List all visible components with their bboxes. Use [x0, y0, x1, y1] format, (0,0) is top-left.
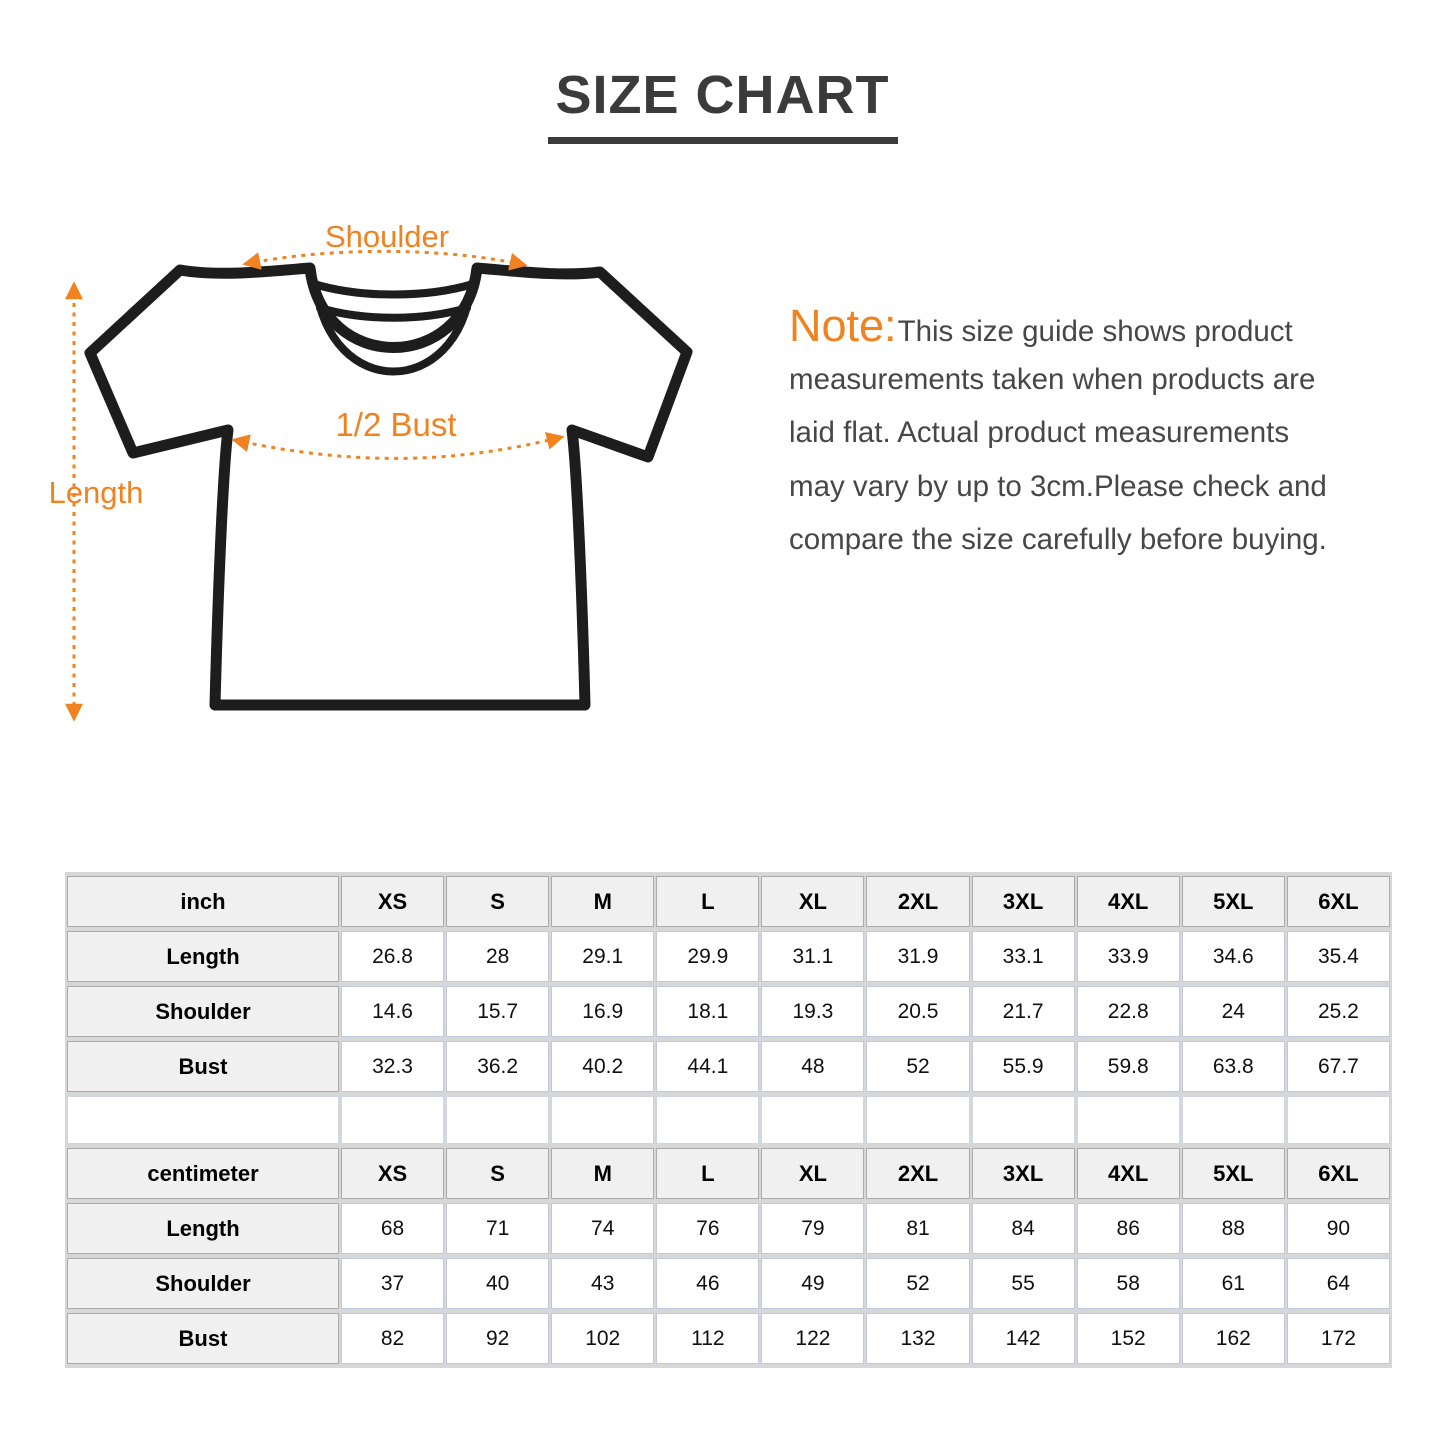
- tshirt-outline: [90, 268, 687, 705]
- value-cell: 49: [761, 1258, 864, 1309]
- spacer-cell: [551, 1096, 654, 1144]
- measurement-row: [67, 1041, 1390, 1092]
- tshirt-body-outline: [90, 268, 687, 705]
- value-cell: 68: [341, 1203, 444, 1254]
- size-header-cell: XS: [341, 1148, 444, 1199]
- note-line-2: measurements taken when products are: [789, 362, 1316, 396]
- collar-back-seam-top: [314, 284, 473, 295]
- value-cell: 84: [972, 1203, 1075, 1254]
- value-cell: 52: [866, 1258, 969, 1309]
- value-cell: 74: [551, 1203, 654, 1254]
- spacer-cell: [866, 1096, 969, 1144]
- value-cell: 29.1: [551, 931, 654, 982]
- page-title: [0, 64, 1445, 144]
- value-cell: 102: [551, 1313, 654, 1364]
- value-cell: 162: [1182, 1313, 1285, 1364]
- value-cell: 63.8: [1182, 1041, 1285, 1092]
- size-header-cell: M: [551, 876, 654, 927]
- size-header-cell: 2XL: [866, 1148, 969, 1199]
- size-header-cell: L: [656, 876, 759, 927]
- row-label-cell: Length: [67, 931, 339, 982]
- size-header-cell: 6XL: [1287, 1148, 1390, 1199]
- value-cell: 44.1: [656, 1041, 759, 1092]
- value-cell: 35.4: [1287, 931, 1390, 982]
- note-line-1: [789, 299, 1409, 353]
- value-cell: 29.9: [656, 931, 759, 982]
- value-cell: 32.3: [341, 1041, 444, 1092]
- size-header-cell: L: [656, 1148, 759, 1199]
- value-cell: 172: [1287, 1313, 1390, 1364]
- value-cell: 152: [1077, 1313, 1180, 1364]
- value-cell: 34.6: [1182, 931, 1285, 982]
- unit-header-cell: centimeter: [67, 1148, 339, 1199]
- measurement-row: [67, 1258, 1390, 1309]
- size-header-cell: XL: [761, 1148, 864, 1199]
- value-cell: 21.7: [972, 986, 1075, 1037]
- size-header-cell: 2XL: [866, 876, 969, 927]
- size-header-cell: XS: [341, 876, 444, 927]
- size-header-cell: 5XL: [1182, 1148, 1285, 1199]
- value-cell: 46: [656, 1258, 759, 1309]
- size-header-cell: S: [446, 1148, 549, 1199]
- row-label-cell: Bust: [67, 1041, 339, 1092]
- value-cell: 28: [446, 931, 549, 982]
- size-header-cell: 5XL: [1182, 876, 1285, 927]
- value-cell: 122: [761, 1313, 864, 1364]
- spacer-cell: [1182, 1096, 1285, 1144]
- note-line-5: compare the size carefully before buying.: [789, 523, 1327, 556]
- spacer-cell: [341, 1096, 444, 1144]
- value-cell: 88: [1182, 1203, 1285, 1254]
- value-cell: 37: [341, 1258, 444, 1309]
- size-header-cell: S: [446, 876, 549, 927]
- value-cell: 40: [446, 1258, 549, 1309]
- value-cell: 43: [551, 1258, 654, 1309]
- value-cell: 81: [866, 1203, 969, 1254]
- value-cell: 55: [972, 1258, 1075, 1309]
- value-cell: 24: [1182, 986, 1285, 1037]
- value-cell: 48: [761, 1041, 864, 1092]
- value-cell: 36.2: [446, 1041, 549, 1092]
- value-cell: 59.8: [1077, 1041, 1180, 1092]
- measurement-row: [67, 931, 1390, 982]
- value-cell: 92: [446, 1313, 549, 1364]
- note-block: [789, 299, 1409, 567]
- value-cell: 14.6: [341, 986, 444, 1037]
- value-cell: 33.1: [972, 931, 1075, 982]
- measurement-row: [67, 1313, 1390, 1364]
- value-cell: 31.9: [866, 931, 969, 982]
- value-cell: 15.7: [446, 986, 549, 1037]
- note-line-4: may vary by up to 3cm.Please check and: [789, 469, 1327, 503]
- value-cell: 64: [1287, 1258, 1390, 1309]
- value-cell: 112: [656, 1313, 759, 1364]
- value-cell: 25.2: [1287, 986, 1390, 1037]
- size-header-cell: XL: [761, 876, 864, 927]
- value-cell: 22.8: [1077, 986, 1180, 1037]
- tshirt-diagram: [30, 200, 720, 745]
- value-cell: 142: [972, 1313, 1075, 1364]
- value-cell: 33.9: [1077, 931, 1180, 982]
- size-header-cell: M: [551, 1148, 654, 1199]
- value-cell: 58: [1077, 1258, 1180, 1309]
- size-table: [65, 872, 1392, 1368]
- value-cell: 55.9: [972, 1041, 1075, 1092]
- value-cell: 61: [1182, 1258, 1285, 1309]
- measurement-row: [67, 986, 1390, 1037]
- size-header-cell: 4XL: [1077, 876, 1180, 927]
- note-line-3: laid flat. Actual product measurements: [789, 416, 1290, 449]
- spacer-cell: [1077, 1096, 1180, 1144]
- shoulder-label: Shoulder: [324, 219, 450, 254]
- value-cell: 71: [446, 1203, 549, 1254]
- size-header-cell: 6XL: [1287, 876, 1390, 927]
- note-label: Note:: [789, 300, 897, 351]
- value-cell: 90: [1287, 1203, 1390, 1254]
- row-label-cell: Bust: [67, 1313, 339, 1364]
- spacer-cell: [972, 1096, 1075, 1144]
- size-header-cell: 3XL: [972, 1148, 1075, 1199]
- length-label: Length: [48, 475, 144, 510]
- spacer-row: [67, 1096, 1390, 1144]
- unit-header-row: [67, 876, 1390, 927]
- collar-back-seam-bottom: [320, 308, 467, 318]
- unit-header-cell: inch: [67, 876, 339, 927]
- row-label-cell: Shoulder: [67, 1258, 339, 1309]
- value-cell: 18.1: [656, 986, 759, 1037]
- measurement-row: [67, 1203, 1390, 1254]
- unit-header-row: [67, 1148, 1390, 1199]
- spacer-cell: [656, 1096, 759, 1144]
- page-title-text: SIZE CHART: [548, 64, 898, 144]
- spacer-cell: [67, 1096, 339, 1144]
- value-cell: 20.5: [866, 986, 969, 1037]
- value-cell: 19.3: [761, 986, 864, 1037]
- row-label-cell: Shoulder: [67, 986, 339, 1037]
- value-cell: 82: [341, 1313, 444, 1364]
- value-cell: 76: [656, 1203, 759, 1254]
- size-header-cell: 4XL: [1077, 1148, 1180, 1199]
- value-cell: 132: [866, 1313, 969, 1364]
- value-cell: 40.2: [551, 1041, 654, 1092]
- value-cell: 26.8: [341, 931, 444, 982]
- value-cell: 67.7: [1287, 1041, 1390, 1092]
- row-label-cell: Length: [67, 1203, 339, 1254]
- spacer-cell: [1287, 1096, 1390, 1144]
- half-bust-label: 1/2 Bust: [335, 406, 457, 443]
- value-cell: 79: [761, 1203, 864, 1254]
- spacer-cell: [446, 1096, 549, 1144]
- size-header-cell: 3XL: [972, 876, 1075, 927]
- value-cell: 16.9: [551, 986, 654, 1037]
- value-cell: 86: [1077, 1203, 1180, 1254]
- spacer-cell: [761, 1096, 864, 1144]
- value-cell: 31.1: [761, 931, 864, 982]
- note-text-1: This size guide shows product: [897, 315, 1293, 348]
- value-cell: 52: [866, 1041, 969, 1092]
